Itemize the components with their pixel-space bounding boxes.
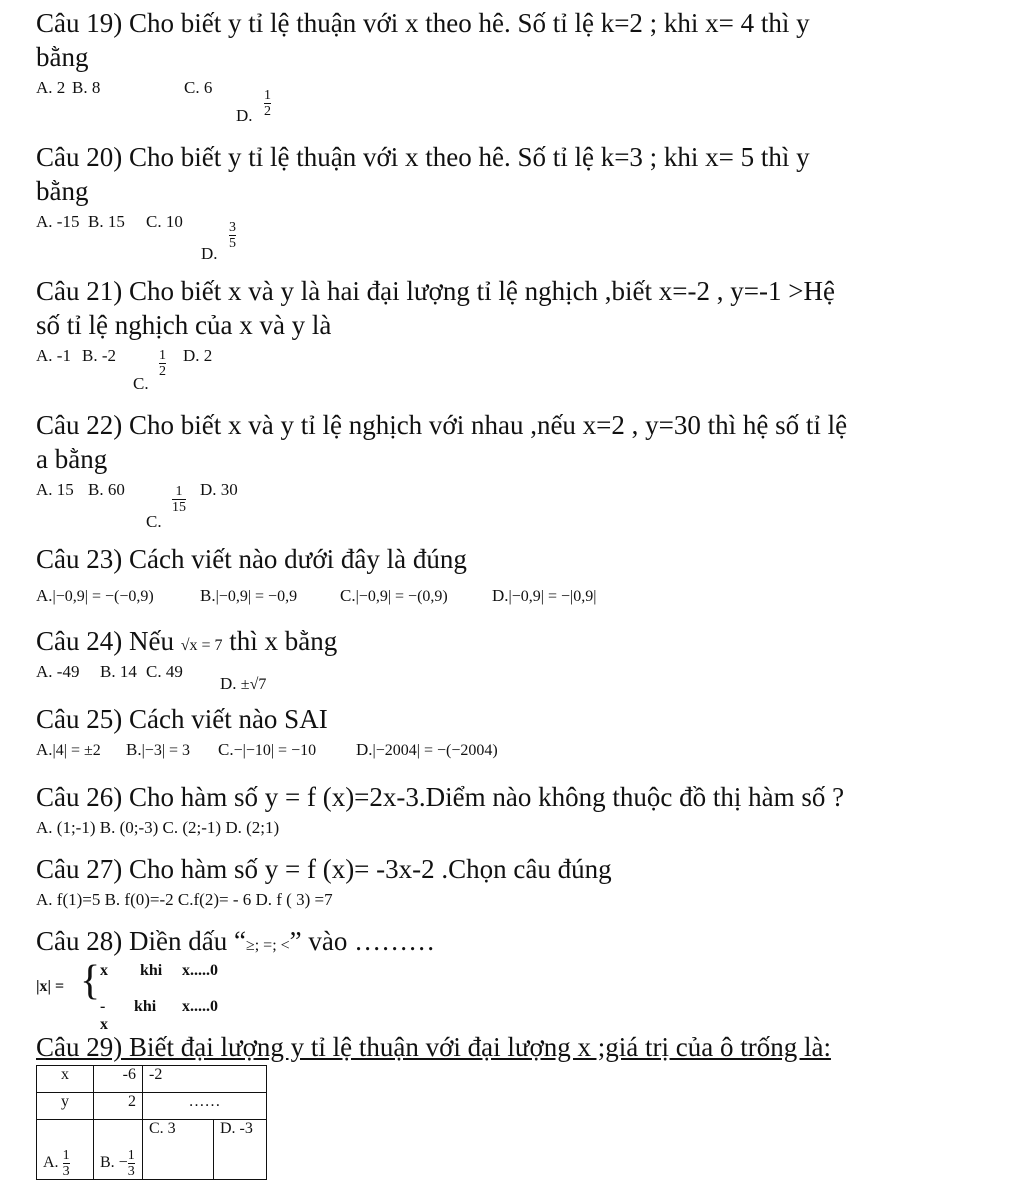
question-25 bbox=[36, 702, 996, 736]
option-b[interactable]: B.|−3| = 3 bbox=[126, 740, 191, 759]
sqrt-expression: √x = 7 bbox=[180, 637, 223, 654]
question-22 bbox=[36, 408, 996, 476]
fraction: 1 15 bbox=[172, 484, 186, 515]
option-b[interactable]: B. 8 bbox=[72, 78, 101, 97]
question-27 bbox=[36, 852, 996, 886]
option-a[interactable]: A. -49 bbox=[36, 662, 80, 681]
option-c[interactable]: C.−|−10| = −10 bbox=[218, 740, 317, 759]
question-23 bbox=[36, 542, 996, 576]
option-a[interactable]: A.|4| = ±2 bbox=[36, 740, 101, 759]
symbols: ≥; =; < bbox=[245, 937, 290, 954]
option-d[interactable]: D. 30 bbox=[200, 480, 238, 499]
option-a[interactable]: A.|−0,9| = −(−0,9) bbox=[36, 586, 154, 605]
fraction: 3 5 bbox=[229, 220, 236, 251]
question-26 bbox=[36, 780, 996, 814]
answer-b[interactable]: B. − $\frac{1}{3}$ bbox=[94, 1120, 143, 1180]
question-text: số tỉ lệ nghịch của x và y là bbox=[36, 310, 332, 340]
option-d[interactable]: D.|−0,9| = −|0,9| bbox=[492, 586, 597, 605]
option-a[interactable]: A. -1 bbox=[36, 346, 71, 365]
option-b[interactable]: B. 14 bbox=[100, 662, 137, 681]
question-text: Câu 27) Cho hàm số y = f (x)= -3x-2 .Chọn câu đúng bbox=[36, 854, 612, 884]
option-a[interactable]: A. 15 bbox=[36, 480, 74, 499]
fraction: 1 2 bbox=[264, 88, 271, 119]
option-b[interactable]: B. 60 bbox=[88, 480, 125, 499]
value-table: x -6 -2 y 2 …… A. $\frac{1}{3}$ B. − $\frac{1}{3}$ C. 3 D. -3 bbox=[36, 1065, 267, 1180]
option-b[interactable]: B. -2 bbox=[82, 346, 116, 365]
question-20 bbox=[36, 140, 996, 208]
option-c[interactable]: C. bbox=[133, 374, 149, 393]
question-text: Câu 21) Cho biết x và y là hai đại lượng tỉ lệ nghịch ,biết x=-2 , y=-1 >Hệ bbox=[36, 276, 835, 306]
option-b[interactable]: B. 15 bbox=[88, 212, 125, 231]
options-row[interactable]: A. (1;-1) B. (0;-3) C. (2;-1) D. (2;1) bbox=[36, 818, 280, 837]
option-b[interactable]: B.|−0,9| = −0,9 bbox=[200, 586, 298, 605]
option-d[interactable]: D. bbox=[201, 244, 218, 263]
option-a[interactable]: A. 2 bbox=[36, 78, 66, 97]
question-29 bbox=[36, 1030, 996, 1064]
question-text: Câu 22) Cho biết x và y tỉ lệ nghịch với nhau ,nếu x=2 , y=30 thì hệ số tỉ lệ bbox=[36, 410, 848, 440]
option-a[interactable]: A. -15 bbox=[36, 212, 80, 231]
question-21 bbox=[36, 274, 996, 342]
option-d[interactable]: D. ±√7 bbox=[220, 674, 267, 693]
option-c[interactable]: C. 6 bbox=[184, 78, 213, 97]
question-text: Câu 29) Biết đại lượng y tỉ lệ thuận với đại lượng x ;giá trị của ô trống là: bbox=[36, 1032, 831, 1062]
option-c[interactable]: C.|−0,9| = −(0,9) bbox=[340, 586, 448, 605]
question-28: Câu 28) Diền dấu “≥; =; <” vào ……… bbox=[36, 926, 436, 956]
question-19 bbox=[36, 6, 996, 74]
options-row[interactable]: A. f(1)=5 B. f(0)=-2 C.f(2)= - 6 D. f ( 3) =7 bbox=[36, 890, 333, 909]
answer-a[interactable]: A. $\frac{1}{3}$ bbox=[37, 1120, 94, 1180]
question-text: bằng bbox=[36, 42, 89, 72]
question-text: Câu 20) Cho biết y tỉ lệ thuận với x theo hê. Số tỉ lệ k=3 ; khi x= 5 thì y bbox=[36, 142, 810, 172]
option-c[interactable]: C. 10 bbox=[146, 212, 183, 231]
option-c[interactable]: C. bbox=[146, 512, 162, 531]
brace: { bbox=[80, 958, 101, 1004]
question-text: bằng bbox=[36, 176, 89, 206]
question-text: Câu 25) Cách viết nào SAI bbox=[36, 704, 328, 734]
fraction: 1 2 bbox=[159, 348, 166, 379]
option-d[interactable]: D. bbox=[236, 106, 253, 125]
option-d[interactable]: D.|−2004| = −(−2004) bbox=[356, 740, 498, 759]
answer-c[interactable]: C. 3 bbox=[143, 1120, 214, 1180]
option-d[interactable]: D. 2 bbox=[183, 346, 213, 365]
question-text: Câu 23) Cách viết nào dưới đây là đúng bbox=[36, 544, 467, 574]
question-text: Câu 19) Cho biết y tỉ lệ thuận với x theo hê. Số tỉ lệ k=2 ; khi x= 4 thì y bbox=[36, 8, 810, 38]
question-text: Câu 26) Cho hàm số y = f (x)=2x-3.Diểm nào không thuộc đồ thị hàm số ? bbox=[36, 782, 845, 812]
answer-d[interactable]: D. -3 bbox=[214, 1120, 267, 1180]
question-text: a bằng bbox=[36, 444, 108, 474]
question-24: Câu 24) Nếu √x = 7 thì x bằng bbox=[36, 626, 338, 656]
option-c[interactable]: C. 49 bbox=[146, 662, 183, 681]
